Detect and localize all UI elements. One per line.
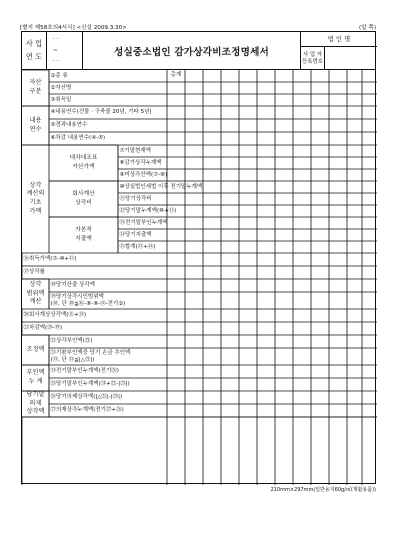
form-number: [별지 제58호의4서식] <신설 2009.3.30> (20, 25, 127, 31)
total-column-header: 총계 (170, 72, 182, 78)
page-side: (앞 쪽) (359, 25, 376, 31)
category-ledger: 대차대조표 자산가액 (69, 155, 98, 170)
row-label (49, 391, 167, 404)
row-label-text: ⑪당기상각비 (119, 195, 152, 202)
row-label-text: ㉔전기말부인누계액(전기㉖) (50, 368, 119, 375)
row-label (49, 106, 167, 119)
row-label (118, 241, 167, 253)
corp-info (301, 32, 377, 69)
row-label-text: ㉗의제상각누계액(전기㉗+㉖) (50, 407, 124, 414)
row-label (49, 348, 167, 365)
category-accounting: 회사계산 상각비 (72, 191, 95, 206)
row-label-text: ㉕당기말부인누계액(㉔+㉒-|㉓|) (50, 381, 130, 388)
row-label-text: ③취득일 (50, 96, 72, 103)
row-label-text: (⑬, 단 ⑬≦|△㉑|) (50, 356, 95, 363)
category-adjust: 조정액 (26, 345, 45, 353)
fiscal-tilde: ~ (53, 47, 59, 54)
row-label-text: ⑱당기산출 상각액 (50, 282, 95, 289)
row-label (49, 94, 167, 106)
form-header-line (20, 23, 376, 31)
row-label-text: ④내용연수(건물 · 구축물 20년, 기타 5년) (50, 109, 152, 116)
row-label (49, 335, 167, 348)
row-label (118, 229, 167, 241)
row-label (49, 82, 167, 94)
row-label (49, 119, 167, 132)
category-deny: 부인액 누 계 (26, 369, 45, 385)
row-label-text: ⑧감가상각누계액 (119, 159, 162, 166)
row-label-text: ⑯취득가액(⑦-⑩+⑮) (23, 256, 77, 263)
row-label (118, 217, 167, 229)
corp-name-label: 법 인 명 (301, 32, 377, 47)
fiscal-start[interactable]: · · (53, 36, 59, 43)
row-label-text: ⑳회사계상상각액(⑪+⑭) (23, 312, 87, 319)
row-label (118, 181, 203, 193)
row-label (118, 205, 177, 217)
row-label-text: ㉖당기의제상각액(|△㉑|-|㉓|) (50, 394, 123, 401)
row-label-text: ⑩상실법인세법 이후 전기말누계액 (119, 183, 203, 190)
fiscal-year-label: 사 업 연 도 (22, 32, 47, 69)
fiscal-end[interactable]: · · (53, 58, 59, 65)
paper-spec: 210mm×297mm(일반용지60g/㎡(재활용품)) (270, 487, 376, 493)
row-label-text: ⑰상각률 (23, 269, 45, 276)
row-label-text: ⑲당기상각시인범위액 (50, 294, 104, 301)
category-useful-life: 내용 연수 (29, 116, 42, 133)
row-label-text: ⑦기말현재액 (119, 147, 151, 154)
row-label-text: ⑮합계(⑬+⑭) (119, 243, 156, 250)
row-label (118, 169, 167, 181)
row-label (49, 378, 167, 391)
row-label (49, 292, 167, 309)
row-label-text: (⑱, 단 ⑱≦⑯-⑧-⑧-⑭-전기②) (50, 300, 126, 307)
row-label (22, 322, 167, 335)
row-label (22, 253, 167, 266)
biz-no-field[interactable] (325, 47, 377, 70)
form-frame (21, 31, 376, 484)
biz-no-label: 사 업 자 등록번호 (301, 47, 325, 70)
row-label-text: ①종 류 (50, 72, 68, 79)
depreciation-table (22, 70, 375, 485)
row-label-text: ②자산명 (50, 84, 72, 91)
category-deem: 당기말 의제 상각액 (26, 391, 45, 416)
page-title: 성실중소법인 감가상각비조정명세서 (83, 32, 301, 69)
row-label-text: ⑭당기지출액 (119, 231, 152, 238)
row-label-text: ⑤경과내용연수 (50, 122, 88, 129)
row-label-text: ⑬전기말부인누계액 (119, 219, 168, 226)
row-label (49, 404, 167, 417)
category-depr-base: 상각 계산의 기초 가액 (26, 181, 45, 215)
row-label (22, 309, 167, 322)
row-label-text: ⑫당기말누계액(⑩+⑪) (119, 207, 177, 214)
row-label (49, 70, 167, 82)
row-label (22, 266, 167, 279)
row-label-text: ⑨미상각잔액(⑦-⑧) (119, 171, 168, 178)
category-asset: 자산 구분 (29, 79, 42, 95)
form-title-block (22, 32, 375, 70)
fiscal-year-dates[interactable] (47, 32, 83, 69)
row-label (49, 279, 167, 292)
row-label (49, 365, 167, 378)
row-label (49, 132, 167, 145)
row-label-text: ㉒상각부인액(㉑) (50, 338, 93, 345)
category-capex: 자본적 지출액 (75, 227, 92, 242)
category-depr-amount: 상각 범위액 계산 (26, 281, 45, 306)
row-label-text: ㉓기왕부인액중 당기 손금 추인액 (50, 350, 131, 357)
row-label (118, 157, 167, 169)
row-label (118, 145, 167, 157)
row-label-text: ㉑차감액(⑳-⑲) (23, 325, 63, 332)
row-label-text: ⑥차감 내용연수(④-⑤) (50, 135, 106, 142)
row-label (118, 193, 167, 205)
